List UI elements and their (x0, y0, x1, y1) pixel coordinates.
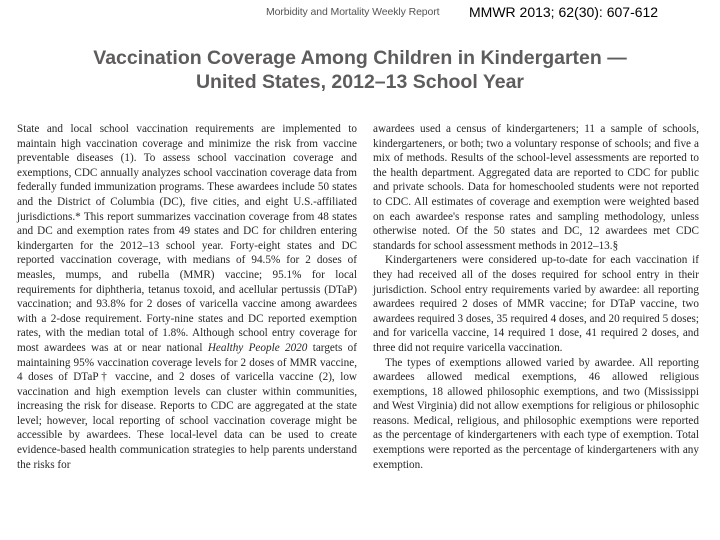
title-line-1: Vaccination Coverage Among Children in Kindergarten — (93, 47, 627, 69)
right-column (373, 122, 699, 472)
title-line-2: United States, 2012–13 School Year (195, 71, 525, 93)
citation-label: MMWR 2013; 62(30): 607-612 (469, 4, 659, 20)
intro-text: State and local school vaccination requirements are implemented to maintain high vaccination coverage and minimize the risk from vaccine preventable diseases (1). To assess school vaccination coverage and exemptions, CDC annually analyzes school vaccination coverage data from federally funded immunization programs. These awardees include 50 states and the District of Columbia (DC), five cities, and eight U.S.-affiliated jurisdictions.* This report summarizes vaccination coverage from 48 states and DC and exemption rates from 49 states and DC for children entering kindergarten for the 2012–13 school year. Forty-eight states and DC reported vaccination coverage, with medians of 94.5% for 2 doses of measles, mumps, and rubella (MMR) vaccine; 95.1% for local requirements for diphtheria, tetanus toxoid, and acellular pertussis (DTaP) vaccination; and 93.8% for 2 doses of varicella vaccine among awardees with a 2-dose requirement. Forty-nine states and DC reported exemption rates, with the median total of 1.8%. Although school entry coverage for most awardees was at or near national (17, 123, 357, 354)
requirements-paragraph: Kindergarteners were considered up-to-date for each vaccination if they had received all of the doses required for school entry in their jurisdiction. School entry requirements varied by awardee: all reporting awardees required 2 doses of MMR vaccine; for DTaP vaccine, two awardees required 3 doses, 35 required 4 doses, and 20 required 5 doses; and for varicella vaccine, 14 required 1 dose, 41 required 2 doses, and three did not require varicella vaccination. (373, 254, 699, 354)
journal-name: Morbidity and Mortality Weekly Report (266, 6, 440, 18)
intro-text-continued: targets of maintaining 95% vaccination coverage levels for 2 doses of MMR vaccine, 4 doses of DTaP† vaccine, and 2 doses of varicella vaccine (2), low vaccination and high exemption levels can cluster within communities, increasing the risk for disease. Reports to CDC are aggregated at the state level; however, local reporting of school vaccination coverage might be accessible by awardees. These local-level data can be used to create evidence-based health communication strategies to help parents understand the risks for (17, 341, 357, 471)
exemptions-paragraph: The types of exemptions allowed varied by awardee. All reporting awardees allowed medical exemptions, 46 allowed religious exemptions, 18 allowed philosophic exemptions, and two (Mississippi and West Virginia) did not allow exemptions for religious or philosophic reasons. Medical, religious, and philosophic exemptions were reported as the percentage of kindergarteners with each type of exemption. Total exemptions were reported as the percentage of kindergarteners with any exemption. (373, 356, 699, 471)
left-column (17, 122, 357, 472)
methods-paragraph: awardees used a census of kindergarteners; 11 a sample of schools, kindergarteners, or both; two a voluntary response of schools; and five a mix of methods. Results of the school-level assessments are reported to the health department. Aggregated data are reported to CDC for public and private schools. Data for homeschooled students were not reported to CDC. All estimates of coverage and exemption were weighted based on each awardee's response rates and sampling methodology, unless otherwise noted. Of the 50 states and DC, 12 awardees met CDC standards for school assessment methods in 2012–13.§ (373, 123, 699, 252)
page-header (0, 2, 720, 24)
healthy-people-2020: Healthy People 2020 (207, 341, 308, 354)
article-title (0, 46, 720, 94)
intro-paragraph (17, 122, 357, 472)
